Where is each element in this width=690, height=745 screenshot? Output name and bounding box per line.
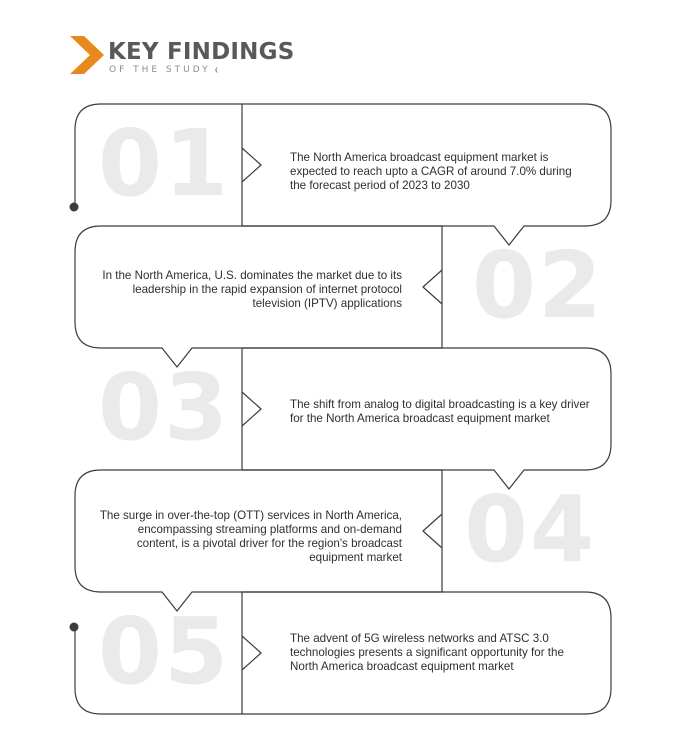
pointer-3 bbox=[242, 392, 261, 426]
subtitle-text: OF THE STUDY bbox=[109, 65, 211, 75]
pointer-4 bbox=[423, 514, 442, 548]
finding-text-1: The North America broadcast equipment market is expected to reach upto a CAGR of around 7.0% during the forecast period of 2023 to 2030 bbox=[290, 151, 572, 192]
finding-text-5: The advent of 5G wireless networks and ATSC 3.0 technologies presents a significant opportunity for the North America broadcast equipment market bbox=[290, 632, 564, 673]
finding-number-4: 04 bbox=[464, 476, 597, 583]
finding-text-3: The shift from analog to digital broadcasting is a key driver for the North America broadcast equipment market bbox=[290, 398, 590, 425]
finding-number-5: 05 bbox=[98, 598, 231, 705]
pointer-5 bbox=[242, 636, 261, 670]
pointer-2 bbox=[423, 270, 442, 304]
start-dot bbox=[70, 203, 79, 212]
pointer-1 bbox=[242, 148, 261, 182]
finding-text-2: In the North America, U.S. dominates the market due to its leadership in the rapid expansion of internet protocol television (IPTV) applications bbox=[102, 269, 402, 310]
end-dot bbox=[70, 623, 79, 632]
finding-number-1: 01 bbox=[98, 110, 231, 217]
page-title: KEY FINDINGS bbox=[108, 39, 295, 65]
finding-number-2: 02 bbox=[472, 232, 605, 339]
finding-number-3: 03 bbox=[98, 354, 231, 461]
finding-text-4: The surge in over-the-top (OTT) services in North America, encompassing streaming platforms and on-demand content, is a pivotal driver for the region's broadcast equipment market bbox=[99, 509, 402, 564]
